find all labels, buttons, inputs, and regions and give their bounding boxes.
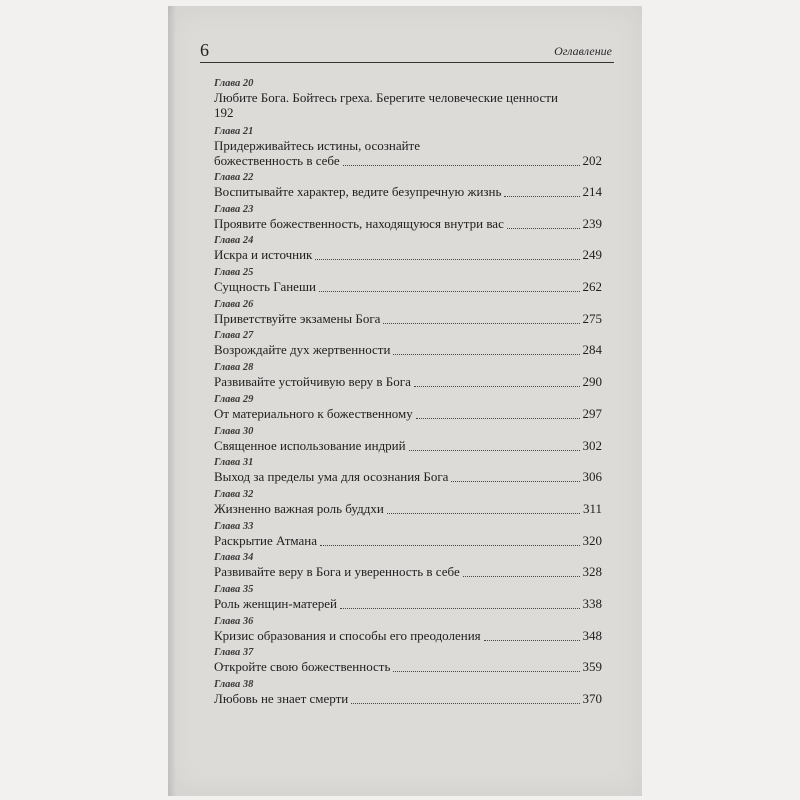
toc-title-line xyxy=(214,628,602,644)
chapter-title: Раскрытие Атмана xyxy=(214,532,318,548)
chapter-page: 348 xyxy=(582,627,602,643)
chapter-page: 338 xyxy=(582,595,602,611)
chapter-label: Глава 31 xyxy=(214,457,254,469)
chapter-label: Глава 36 xyxy=(214,615,254,627)
dot-leader xyxy=(484,640,580,641)
chapter-title: Кризис образования и способы его преодоления xyxy=(214,627,481,643)
chapter-title: Развивайте веру в Бога и уверенность в себе xyxy=(214,564,460,580)
chapter-title: Воспитывайте характер, ведите безупречную жизнь xyxy=(214,184,502,199)
toc-entry xyxy=(214,172,602,204)
table-of-contents xyxy=(214,78,602,711)
toc-entry xyxy=(214,647,602,679)
dot-leader xyxy=(414,386,580,387)
chapter-label: Глава 33 xyxy=(214,520,254,532)
toc-title-line xyxy=(214,596,602,612)
toc-entry xyxy=(214,552,602,584)
toc-entry xyxy=(214,616,602,648)
chapter-page: 370 xyxy=(582,691,602,706)
toc-entry xyxy=(214,330,602,362)
chapter-title: Роль женщин-матерей xyxy=(214,595,337,611)
chapter-title: Откройте свою божественность xyxy=(214,659,391,675)
chapter-title: Любите Бога. Бойтесь греха. Берегите человеческие ценности xyxy=(214,90,558,105)
toc-title-line xyxy=(214,438,602,454)
chapter-page: 311 xyxy=(582,500,602,516)
toc-title-line xyxy=(214,659,602,675)
toc-title-line xyxy=(214,279,602,295)
chapter-page: 214 xyxy=(582,184,602,199)
chapter-page: 306 xyxy=(582,469,602,485)
chapter-label: Глава 28 xyxy=(214,362,254,374)
dot-leader xyxy=(416,418,580,419)
chapter-title: Любовь не знает смерти xyxy=(214,691,349,706)
chapter-label: Глава 29 xyxy=(214,393,254,405)
toc-title-line xyxy=(214,406,602,422)
chapter-label: Глава 35 xyxy=(214,583,254,595)
book-page xyxy=(168,6,642,796)
chapter-page: 192 xyxy=(214,105,234,120)
toc-entry xyxy=(214,489,602,521)
chapter-page: 302 xyxy=(582,437,602,453)
chapter-title: Возрождайте дух жертвенности xyxy=(214,342,391,358)
toc-entry xyxy=(214,426,602,458)
toc-title-line xyxy=(214,564,602,580)
chapter-page: 239 xyxy=(582,215,602,231)
chapter-title: Искра и источник xyxy=(214,247,313,263)
dot-leader xyxy=(320,545,579,546)
dot-leader xyxy=(463,576,580,577)
dot-leader xyxy=(315,259,579,260)
dot-leader xyxy=(504,196,579,197)
toc-title-line xyxy=(214,311,602,327)
toc-title-line xyxy=(214,374,602,390)
toc-entry xyxy=(214,362,602,394)
chapter-label: Глава 37 xyxy=(214,647,254,659)
toc-entry xyxy=(214,78,602,126)
chapter-title: Жизненно важная роль буддхи xyxy=(214,500,384,516)
chapter-title: Сущность Ганеши xyxy=(214,279,316,295)
chapter-title: божественность в себе xyxy=(214,153,340,168)
chapter-page: 249 xyxy=(582,247,602,263)
header-rule xyxy=(200,62,614,63)
chapter-label: Глава 27 xyxy=(214,330,254,342)
running-title: Оглавление xyxy=(554,44,612,58)
toc-title-line xyxy=(214,216,602,232)
toc-title-line xyxy=(214,247,602,263)
toc-title-line xyxy=(214,90,602,120)
toc-title-line xyxy=(214,184,602,200)
chapter-label: Глава 21 xyxy=(214,126,254,137)
chapter-page: 297 xyxy=(582,405,602,421)
chapter-page: 328 xyxy=(582,564,602,580)
toc-entry xyxy=(214,299,602,331)
toc-title-line xyxy=(214,153,602,169)
chapter-page: 290 xyxy=(582,374,602,390)
dot-leader xyxy=(409,450,580,451)
toc-entry xyxy=(214,457,602,489)
chapter-page: 320 xyxy=(582,532,602,548)
dot-leader xyxy=(343,165,580,166)
toc-entry xyxy=(214,235,602,267)
toc-entry xyxy=(214,126,602,172)
toc-entry xyxy=(214,679,602,711)
dot-leader xyxy=(393,671,579,672)
page-gutter-shadow xyxy=(168,6,176,796)
toc-entry xyxy=(214,267,602,299)
toc-title-line xyxy=(214,469,602,485)
chapter-title: Проявите божественность, находящуюся внутри вас xyxy=(214,215,504,231)
chapter-page: 202 xyxy=(582,153,602,168)
chapter-label: Глава 26 xyxy=(214,298,254,310)
toc-entry xyxy=(214,521,602,553)
chapter-title: Развивайте устойчивую веру в Бога xyxy=(214,374,411,390)
chapter-title: От материального к божественному xyxy=(214,405,413,421)
dot-leader xyxy=(393,354,579,355)
chapter-label: Глава 23 xyxy=(214,203,254,215)
chapter-label: Глава 25 xyxy=(214,267,254,279)
chapter-label: Глава 32 xyxy=(214,488,254,500)
dot-leader xyxy=(340,608,580,609)
toc-title-line xyxy=(214,501,602,517)
toc-entry xyxy=(214,584,602,616)
dot-leader xyxy=(387,513,580,514)
dot-leader xyxy=(507,228,580,229)
dot-leader xyxy=(319,291,580,292)
chapter-label: Глава 38 xyxy=(214,679,254,690)
chapter-title-line1: Придерживайтесь истины, осознайте xyxy=(214,138,421,153)
chapter-label: Глава 20 xyxy=(214,78,254,89)
dot-leader xyxy=(351,703,579,704)
chapter-page: 275 xyxy=(582,310,602,326)
page-header xyxy=(200,40,612,62)
chapter-page: 262 xyxy=(582,279,602,295)
toc-entry xyxy=(214,204,602,236)
chapter-title: Приветствуйте экзамены Бога xyxy=(214,310,381,326)
dot-leader xyxy=(451,481,579,482)
chapter-label: Глава 30 xyxy=(214,425,254,437)
chapter-title: Выход за пределы ума для осознания Бога xyxy=(214,469,449,485)
chapter-title: Священное использование индрий xyxy=(214,437,406,453)
chapter-page: 359 xyxy=(582,659,602,675)
toc-title-line xyxy=(214,691,602,707)
chapter-label: Глава 22 xyxy=(214,172,254,183)
chapter-page: 284 xyxy=(582,342,602,358)
chapter-label: Глава 34 xyxy=(214,552,254,564)
chapter-label: Глава 24 xyxy=(214,235,254,247)
page-number: 6 xyxy=(200,40,209,60)
dot-leader xyxy=(383,323,579,324)
toc-title-line xyxy=(214,533,602,549)
toc-title-line xyxy=(214,342,602,358)
toc-entry xyxy=(214,394,602,426)
